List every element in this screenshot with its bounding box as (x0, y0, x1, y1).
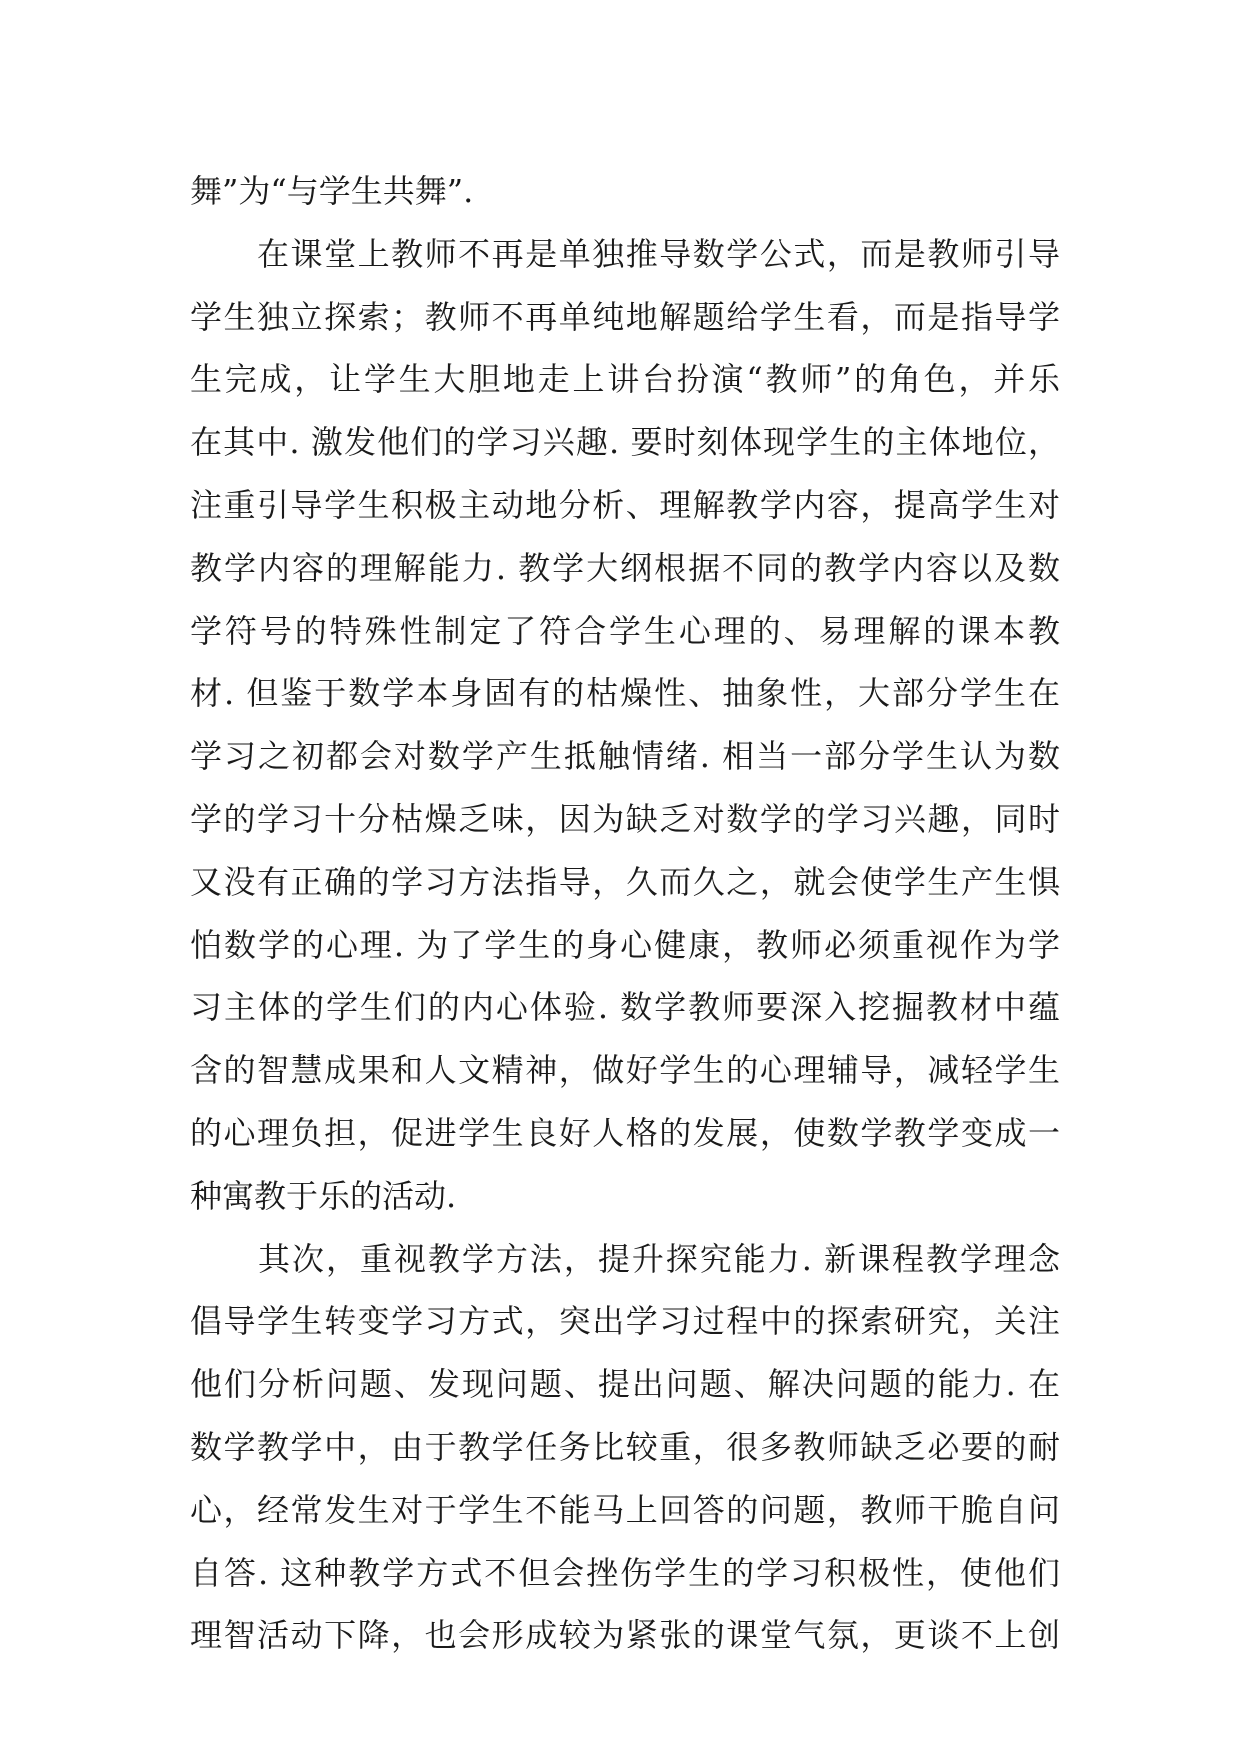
text-line: 倡导学生转变学习方式，突出学习过程中的探索研究，关注 (190, 1302, 1060, 1341)
text-line: 在课堂上教师不再是单独推导数学公式，而是教师引导 (190, 234, 1060, 273)
text-line: 怕数学的心理. 为了学生的身心健康，教师必须重视作为学 (190, 925, 1060, 964)
paragraph (190, 1228, 1060, 1668)
body-text (190, 160, 1060, 1667)
text-line: 教学内容的理解能力. 教学大纲根据不同的教学内容以及数 (190, 548, 1060, 587)
text-line: 心，经常发生对于学生不能马上回答的问题，教师干脆自问 (190, 1490, 1060, 1529)
text-line: 数学教学中，由于教学任务比较重，很多教师缺乏必要的耐 (190, 1427, 1060, 1466)
text-line: 他们分析问题、发现问题、提出问题、解决问题的能力. 在 (190, 1365, 1060, 1404)
text-line: 在其中. 激发他们的学习兴趣. 要时刻体现学生的主体地位， (190, 423, 1060, 462)
text-line: 的心理负担，促进学生良好人格的发展，使数学教学变成一 (190, 1113, 1060, 1152)
text-line: 生完成，让学生大胆地走上讲台扮演“教师”的角色，并乐 (190, 360, 1060, 399)
text-line: 学习之初都会对数学产生抵触情绪. 相当一部分学生认为数 (190, 737, 1060, 776)
text-line: 学的学习十分枯燥乏味，因为缺乏对数学的学习兴趣，同时 (190, 799, 1060, 838)
text-line: 学符号的特殊性制定了符合学生心理的、易理解的课本教 (190, 611, 1060, 650)
text-line: 自答. 这种教学方式不但会挫伤学生的学习积极性，使他们 (190, 1553, 1060, 1592)
paragraph (190, 160, 1060, 223)
text-line: 材. 但鉴于数学本身固有的枯燥性、抽象性，大部分学生在 (190, 674, 1060, 713)
text-line: 理智活动下降，也会形成较为紧张的课堂气氛，更谈不上创 (190, 1616, 1060, 1655)
text-line: 种寓教于乐的活动. (190, 1176, 457, 1215)
text-line: 习主体的学生们的内心体验. 数学教师要深入挖掘教材中蕴 (190, 988, 1060, 1027)
text-line: 注重引导学生积极主动地分析、理解教学内容，提高学生对 (190, 485, 1060, 524)
text-line: 舞”为“与学生共舞”. (190, 172, 474, 210)
paragraph (190, 223, 1060, 1228)
text-line: 学生独立探索；教师不再单纯地解题给学生看，而是指导学 (190, 297, 1060, 336)
text-line: 其次，重视教学方法，提升探究能力. 新课程教学理念 (190, 1239, 1060, 1278)
text-line: 含的智慧成果和人文精神，做好学生的心理辅导，减轻学生 (190, 1051, 1060, 1090)
text-line: 又没有正确的学习方法指导，久而久之，就会使学生产生惧 (190, 862, 1060, 901)
